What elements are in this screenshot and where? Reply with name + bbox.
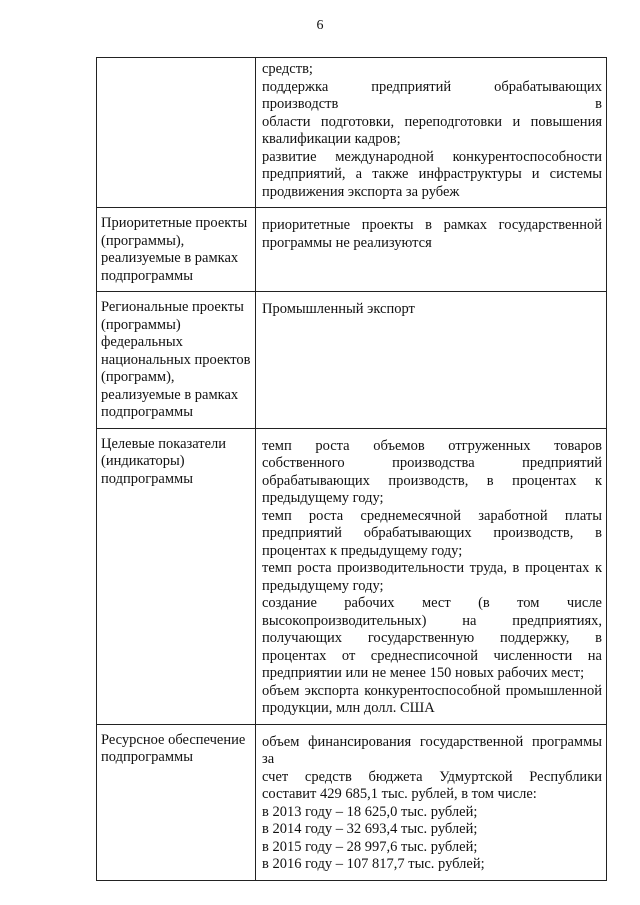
content-line: создание рабочих мест (в том числе bbox=[262, 595, 602, 611]
row-target-indicators bbox=[97, 428, 607, 724]
content-line: приоритетные проекты в рамках государственной bbox=[262, 217, 602, 233]
content-line: темп роста производительности труда, в процентах к bbox=[262, 560, 602, 576]
row-content bbox=[256, 292, 607, 429]
table-body bbox=[97, 58, 607, 881]
row-content bbox=[256, 724, 607, 880]
content-line: получающих государственную поддержку, в bbox=[262, 630, 602, 646]
row-label bbox=[97, 58, 256, 208]
content-line: средств; bbox=[262, 61, 313, 77]
content-line: квалификации кадров; bbox=[262, 131, 401, 147]
row-regional-projects bbox=[97, 292, 607, 429]
row-label: Ресурсное обеспечение подпрограммы bbox=[97, 724, 256, 880]
content-line: предприятий, а также инфраструктуры и системы bbox=[262, 166, 602, 182]
content-line: программы не реализуются bbox=[262, 234, 432, 251]
content-line: в 2014 году – 32 693,4 тыс. рублей; bbox=[262, 821, 478, 837]
content-line: предыдущему году; bbox=[262, 577, 384, 594]
content-line: собственного производства предприятий bbox=[262, 455, 602, 471]
row-continuation bbox=[97, 58, 607, 208]
content-line: процентах от среднесписочной численности на bbox=[262, 647, 602, 664]
row-content bbox=[256, 58, 607, 208]
row-label: Региональные проекты (программы) федеральных национальных проектов (программ), реализуемые в рамках подпрограммы bbox=[97, 292, 256, 429]
content-line: темп роста среднемесячной заработной платы bbox=[262, 507, 602, 524]
content-line: темп роста объемов отгруженных товаров bbox=[262, 437, 602, 454]
page-number: 6 bbox=[316, 18, 324, 33]
row-label: Приоритетные проекты (программы), реализуемые в рамках подпрограммы bbox=[97, 208, 256, 292]
content-line: поддержка предприятий обрабатывающих производств в bbox=[262, 78, 602, 112]
row-priority-projects bbox=[97, 208, 607, 292]
content-line: составит 429 685,1 тыс. рублей, в том числе: bbox=[262, 786, 537, 802]
content-line: в 2016 году – 107 817,7 тыс. рублей; bbox=[262, 856, 485, 872]
row-label: Целевые показатели (индикаторы) подпрограммы bbox=[97, 428, 256, 724]
content-line: развитие международной конкурентоспособности bbox=[262, 148, 602, 165]
content-line: объем финансирования государственной программы за bbox=[262, 733, 602, 767]
content-line: в 2015 году – 28 997,6 тыс. рублей; bbox=[262, 838, 478, 855]
content-line: в 2013 году – 18 625,0 тыс. рублей; bbox=[262, 803, 478, 820]
row-content bbox=[256, 428, 607, 724]
content-line: счет средств бюджета Удмуртской Республики bbox=[262, 768, 602, 785]
content-line: предыдущему году; bbox=[262, 490, 384, 506]
content-line: продвижения экспорта за рубеж bbox=[262, 183, 460, 200]
content-line: области подготовки, переподготовки и повышения bbox=[262, 113, 602, 130]
passport-table bbox=[96, 57, 607, 881]
content-line: обрабатывающих производств, в процентах к bbox=[262, 472, 602, 489]
row-resource-support bbox=[97, 724, 607, 880]
content-line: процентах к предыдущему году; bbox=[262, 542, 463, 559]
content-line: высокопроизводительных) на предприятиях, bbox=[262, 612, 602, 629]
content-line: объем экспорта конкурентоспособной промышленной bbox=[262, 682, 602, 699]
content-line: предприятий обрабатывающих производств, в bbox=[262, 525, 602, 541]
content-line: предприятии или не менее 150 новых рабочих мест; bbox=[262, 665, 585, 681]
content-line: продукции, млн долл. США bbox=[262, 700, 435, 716]
row-content bbox=[256, 208, 607, 292]
content-line: Промышленный экспорт bbox=[262, 301, 415, 317]
